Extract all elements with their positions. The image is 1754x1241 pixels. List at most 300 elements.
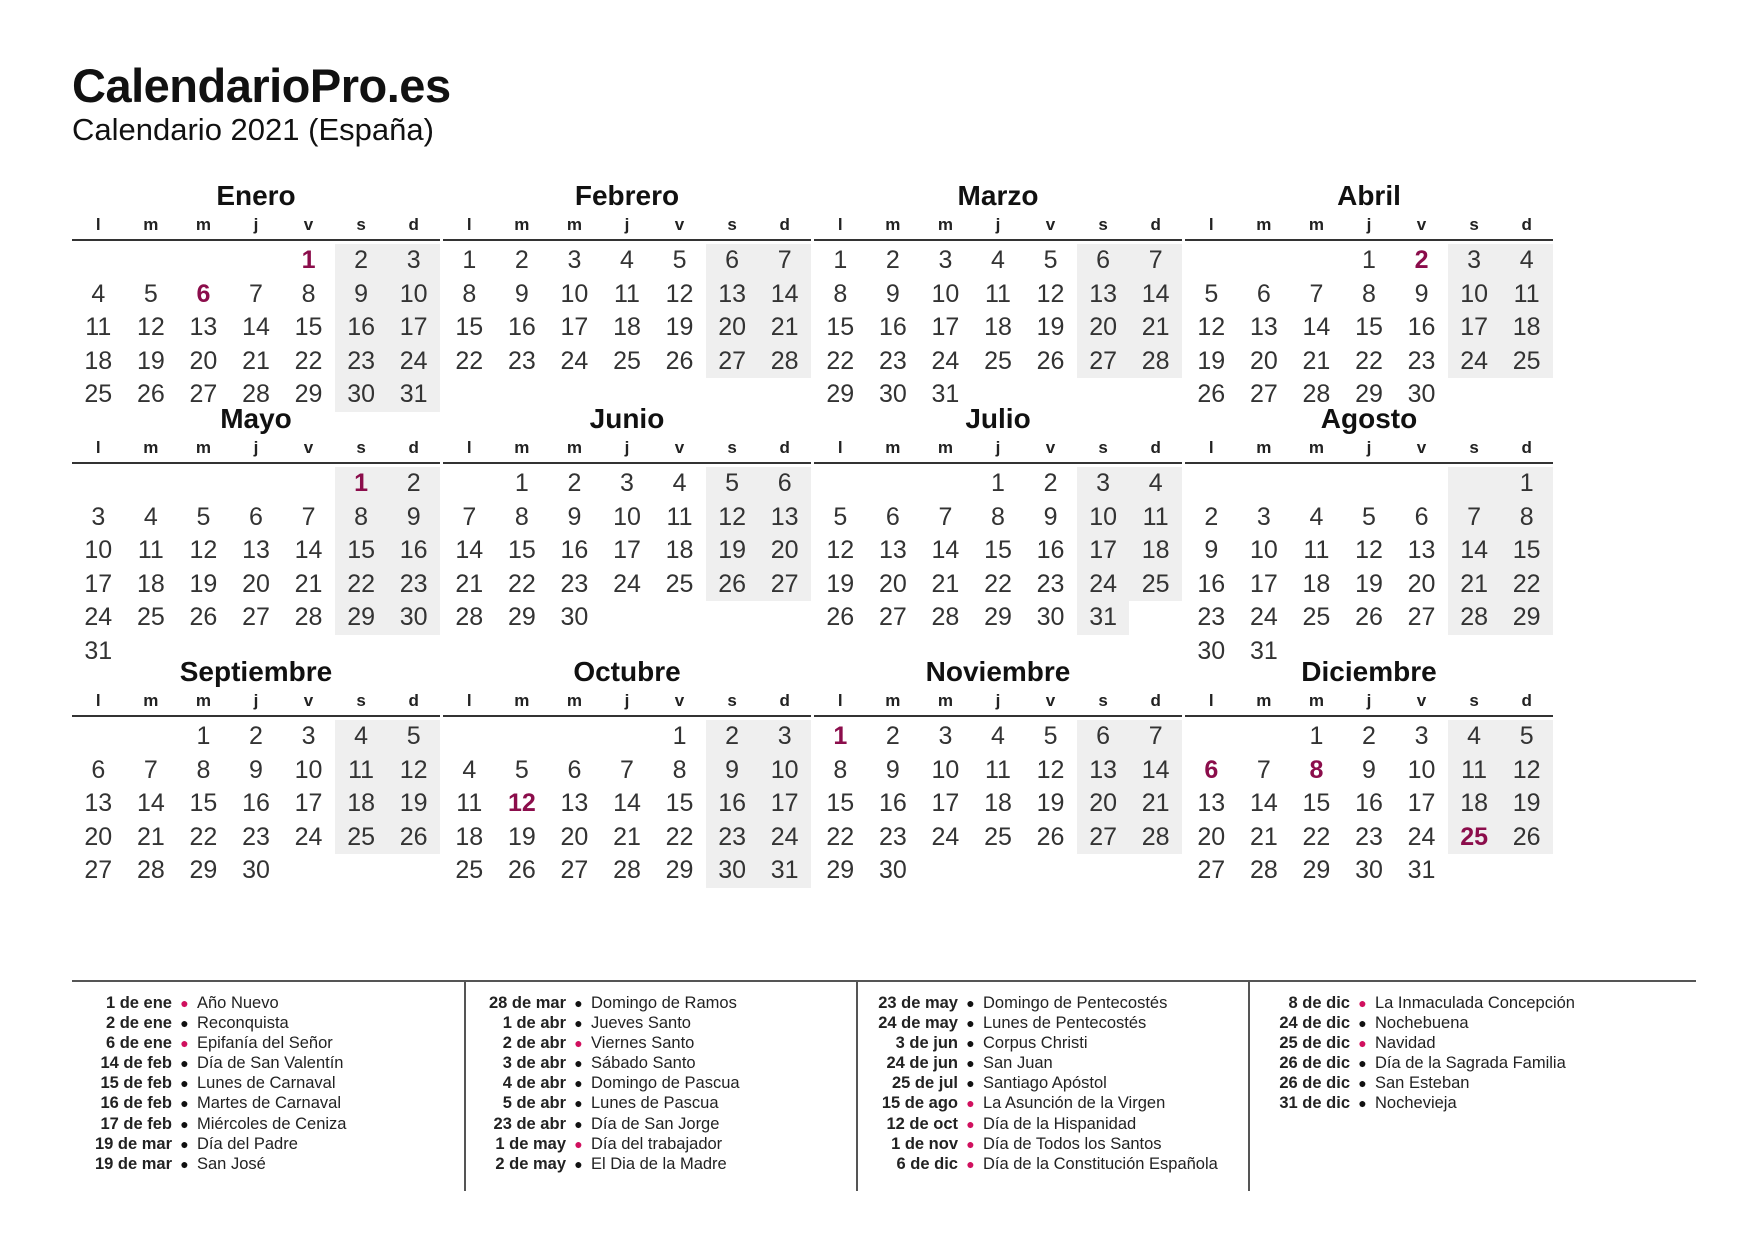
holiday-date: 15 de ago (881, 1094, 958, 1113)
day-cell: 13 (84, 789, 113, 817)
day-cell: 5 (672, 246, 687, 274)
weekday-label: s (1098, 215, 1108, 234)
weekday-label: d (1150, 438, 1161, 457)
day-cell: 11 (666, 502, 693, 531)
day-cell: 21 (1129, 787, 1182, 821)
day-cell: 12 (1036, 755, 1065, 784)
holiday-date: 26 de dic (1279, 1054, 1350, 1073)
holiday-name: Año Nuevo (197, 994, 279, 1012)
weekday-label: j (253, 438, 259, 457)
day-cell: 9 (885, 755, 900, 784)
weekday-label: j (624, 215, 630, 234)
day-cell: 8 (833, 279, 848, 308)
holiday-name: Reconquista (197, 1014, 289, 1033)
day-cell: 23 (706, 821, 759, 855)
day-cell: 13 (1249, 313, 1278, 341)
day-cell: 28 (613, 856, 641, 884)
empty-day-cell (443, 720, 496, 754)
day-cell: 23 (1197, 603, 1226, 631)
weekday-label: s (1098, 438, 1108, 457)
day-cell: 14 (1129, 278, 1182, 312)
weekday-label: v (303, 215, 314, 234)
empty-day-cell (1238, 244, 1291, 278)
day-cell: 29 (294, 380, 323, 408)
day-cell: 7 (620, 755, 634, 784)
day-cell: 12 (1036, 279, 1065, 308)
holiday-row (72, 1013, 464, 1033)
day-cell: 1 (991, 469, 1005, 497)
day-cell: 2 (387, 467, 440, 501)
weekday-label: m (566, 691, 582, 710)
holiday-date: 19 de mar (94, 1154, 172, 1173)
weekday-label: v (1045, 438, 1056, 457)
empty-day-cell (387, 854, 440, 888)
weekday-label: d (408, 215, 419, 234)
day-cell: 9 (706, 754, 759, 788)
holiday-name: Día de la Constitución Española (983, 1154, 1218, 1173)
weekday-label: m (937, 438, 953, 457)
day-cell: 9 (1204, 536, 1219, 564)
day-cell: 20 (1077, 311, 1130, 345)
day-cell: 7 (1129, 244, 1182, 278)
empty-day-cell (919, 467, 972, 501)
day-cell: 20 (560, 822, 589, 851)
site-title: CalendarioPro.es (72, 59, 451, 112)
day-cell: 24 (931, 346, 960, 375)
holiday-row (1250, 1053, 1640, 1073)
day-cell: 30 (387, 601, 440, 635)
day-cell: 26 (1036, 346, 1065, 375)
day-cell: 18 (984, 313, 1012, 341)
day-cell: 30 (1036, 603, 1065, 631)
day-cell: 10 (560, 279, 589, 308)
day-cell: 31 (387, 378, 440, 412)
day-grid (1185, 467, 1553, 668)
day-cell: 25 (984, 346, 1012, 375)
weekday-label: l (466, 215, 472, 234)
day-cell: 7 (462, 502, 477, 531)
weekday-label: d (779, 691, 790, 710)
day-cell: 15 (826, 789, 855, 817)
holiday-name: Sábado Santo (591, 1054, 696, 1073)
day-cell: 19 (189, 569, 218, 598)
bullet-dot-icon: ● (1358, 1095, 1367, 1112)
bullet-dot-icon: ● (180, 1135, 189, 1152)
day-cell: 9 (567, 502, 582, 531)
empty-day-cell (1185, 720, 1238, 754)
empty-day-cell (758, 601, 811, 635)
month-name: Diciembre (1301, 656, 1437, 687)
holiday-date: 28 de mar (488, 994, 566, 1012)
day-cell: 28 (242, 380, 270, 408)
day-cell: 3 (91, 502, 106, 531)
holiday-row (1250, 1013, 1640, 1033)
day-cell: 30 (242, 856, 270, 884)
day-cell: 30 (878, 380, 907, 408)
day-cell: 24 (294, 822, 323, 851)
day-cell: 31 (84, 636, 113, 665)
day-cell: 21 (136, 822, 165, 851)
empty-day-cell (443, 467, 496, 501)
day-cell: 30 (560, 603, 589, 631)
holiday-name: San José (197, 1154, 266, 1173)
day-cell: 18 (84, 346, 113, 375)
day-cell: 5 (1204, 279, 1219, 308)
day-grid (443, 467, 811, 635)
weekday-label: v (1416, 691, 1427, 710)
day-cell: 1 (462, 246, 477, 274)
empty-day-cell (125, 720, 178, 754)
bullet-dot-icon: ● (574, 1095, 583, 1112)
day-cell: 8 (462, 279, 477, 308)
day-cell: 25 (335, 821, 388, 855)
day-cell: 12 (665, 279, 694, 308)
holiday-date: 3 de jun (895, 1034, 958, 1053)
day-cell: 17 (387, 311, 440, 345)
day-cell: 16 (335, 311, 388, 345)
holiday-date: 8 de dic (1288, 994, 1350, 1012)
day-cell: 16 (1355, 789, 1383, 817)
weekday-label: d (408, 438, 419, 457)
day-cell: 19 (706, 534, 759, 568)
day-cell: 13 (1197, 789, 1226, 817)
weekday-header (814, 214, 1182, 241)
holiday-date: 16 de feb (100, 1094, 172, 1113)
day-cell: 22 (189, 822, 218, 851)
weekday-label: j (253, 215, 259, 234)
day-cell: 1 (1309, 722, 1324, 750)
holiday-name: Santiago Apóstol (983, 1074, 1107, 1093)
day-grid (72, 244, 440, 412)
weekday-label: l (1208, 215, 1214, 234)
holiday-day-cell: 6 (196, 279, 211, 308)
day-cell: 16 (706, 787, 759, 821)
day-cell: 22 (507, 569, 536, 598)
day-cell: 23 (1355, 822, 1383, 851)
month-septiembre (72, 654, 440, 888)
empty-day-cell (125, 244, 178, 278)
day-cell: 15 (1355, 313, 1383, 341)
day-cell: 31 (1077, 601, 1130, 635)
bullet-dot-icon: ● (574, 995, 583, 1011)
day-cell: 18 (665, 536, 694, 564)
day-cell: 30 (706, 854, 759, 888)
day-cell: 27 (758, 568, 811, 602)
day-cell: 19 (1355, 569, 1383, 598)
day-cell: 2 (514, 246, 529, 274)
day-cell: 4 (335, 720, 388, 754)
day-cell: 2 (1204, 502, 1219, 531)
day-grid (72, 720, 440, 888)
holiday-row (1250, 1073, 1640, 1093)
day-cell: 5 (196, 502, 211, 531)
day-cell: 17 (758, 787, 811, 821)
day-cell: 4 (1448, 720, 1501, 754)
day-cell: 28 (1249, 856, 1278, 884)
day-grid (443, 244, 811, 378)
day-cell: 2 (706, 720, 759, 754)
month-name: Enero (216, 180, 296, 211)
day-cell: 26 (826, 603, 855, 631)
day-cell: 24 (1077, 568, 1130, 602)
day-cell: 8 (1500, 501, 1553, 535)
bullet-dot-icon: ● (966, 1015, 975, 1032)
day-cell: 22 (826, 822, 855, 851)
holiday-date: 31 de dic (1279, 1094, 1350, 1113)
day-cell: 26 (387, 821, 440, 855)
holiday-row (466, 1073, 856, 1093)
holiday-name: Día de Todos los Santos (983, 1134, 1162, 1153)
empty-day-cell (72, 467, 125, 501)
holiday-date: 12 de oct (886, 1114, 958, 1133)
weekday-label: m (195, 215, 211, 234)
holiday-row (858, 1073, 1248, 1093)
weekday-label: d (779, 215, 790, 234)
day-cell: 23 (242, 822, 270, 851)
day-cell: 17 (294, 789, 323, 817)
weekday-label: v (303, 438, 314, 457)
day-cell: 20 (84, 822, 113, 851)
day-cell: 3 (387, 244, 440, 278)
holiday-day-cell: 1 (833, 722, 848, 750)
day-cell: 25 (1302, 603, 1331, 631)
day-cell: 22 (294, 346, 323, 375)
day-cell: 8 (672, 755, 687, 784)
day-cell: 22 (1302, 822, 1331, 851)
day-cell: 7 (249, 279, 263, 308)
day-cell: 28 (1129, 345, 1182, 379)
day-cell: 14 (931, 536, 960, 564)
day-cell: 18 (1302, 569, 1331, 598)
empty-day-cell (1290, 244, 1343, 278)
day-cell: 25 (1500, 345, 1553, 379)
day-cell: 9 (1414, 279, 1429, 308)
day-cell: 27 (706, 345, 759, 379)
bullet-dot-icon: ● (574, 1135, 583, 1152)
day-cell: 19 (665, 313, 694, 341)
day-cell: 30 (335, 378, 388, 412)
day-cell: 5 (143, 279, 158, 308)
holiday-date: 24 de dic (1279, 1014, 1350, 1033)
weekday-label: m (1308, 215, 1324, 234)
empty-day-cell (1500, 854, 1553, 888)
empty-day-cell (1024, 854, 1077, 888)
weekday-header (72, 437, 440, 464)
day-cell: 18 (335, 787, 388, 821)
holiday-name: Día de la Hispanidad (983, 1114, 1137, 1133)
day-cell: 23 (1036, 569, 1065, 598)
empty-day-cell (125, 467, 178, 501)
holiday-name: El Dia de la Madre (591, 1154, 727, 1173)
weekday-header (72, 690, 440, 717)
holiday-date: 1 de ene (105, 994, 172, 1012)
day-cell: 16 (878, 789, 907, 817)
day-cell: 12 (706, 501, 759, 535)
day-cell: 14 (758, 278, 811, 312)
day-cell: 5 (706, 467, 759, 501)
bullet-dot-icon: ● (180, 1035, 189, 1052)
day-cell: 17 (1407, 789, 1436, 817)
weekday-label: s (1469, 691, 1479, 710)
holiday-name: San Juan (983, 1054, 1053, 1073)
holiday-column (464, 982, 856, 1191)
day-cell: 20 (706, 311, 759, 345)
weekday-label: m (143, 438, 159, 457)
bullet-dot-icon: ● (966, 1055, 975, 1072)
holiday-date: 2 de may (495, 1154, 566, 1173)
day-cell: 26 (1500, 821, 1553, 855)
weekday-label: j (995, 438, 1001, 457)
weekday-label: m (143, 691, 159, 710)
day-cell: 1 (1362, 246, 1376, 274)
day-cell: 9 (387, 501, 440, 535)
day-cell: 20 (758, 534, 811, 568)
day-cell: 12 (387, 754, 440, 788)
day-cell: 22 (826, 346, 855, 375)
empty-day-cell (1129, 854, 1182, 888)
day-cell: 7 (758, 244, 811, 278)
holiday-name: Día del trabajador (591, 1134, 723, 1153)
weekday-label: v (674, 438, 685, 457)
empty-day-cell (972, 854, 1025, 888)
day-cell: 3 (620, 469, 634, 497)
bullet-dot-icon: ● (1358, 1015, 1367, 1032)
day-cell: 18 (1129, 534, 1182, 568)
day-cell: 21 (931, 569, 960, 598)
day-cell: 24 (613, 569, 641, 598)
day-cell: 3 (1448, 244, 1501, 278)
holiday-name: Martes de Carnaval (197, 1094, 341, 1113)
day-cell: 16 (242, 789, 270, 817)
empty-day-cell (601, 601, 654, 635)
holiday-row (466, 1033, 856, 1053)
bullet-dot-icon: ● (966, 1075, 975, 1092)
day-cell: 9 (885, 279, 900, 308)
day-grid (814, 720, 1182, 888)
weekday-label: j (1366, 438, 1372, 457)
weekday-label: v (1416, 438, 1427, 457)
day-cell: 4 (143, 502, 158, 531)
holiday-row (72, 1053, 464, 1073)
weekday-label: m (195, 691, 211, 710)
empty-day-cell (72, 244, 125, 278)
day-cell: 12 (826, 536, 855, 564)
bullet-dot-icon: ● (966, 1155, 975, 1172)
day-cell: 13 (706, 278, 759, 312)
day-cell: 20 (878, 569, 907, 598)
day-cell: 11 (613, 279, 640, 308)
day-cell: 31 (758, 854, 811, 888)
empty-day-cell (1448, 854, 1501, 888)
day-cell: 12 (1355, 536, 1383, 564)
day-cell: 30 (1407, 380, 1436, 408)
weekday-label: m (937, 691, 953, 710)
holiday-date: 19 de mar (94, 1134, 172, 1153)
holiday-date: 17 de feb (100, 1114, 172, 1133)
holiday-row (1250, 1033, 1640, 1053)
day-grid (814, 244, 1182, 412)
holiday-date: 6 de ene (105, 1034, 172, 1053)
day-cell: 7 (1129, 720, 1182, 754)
day-cell: 18 (136, 569, 165, 598)
day-cell: 18 (1500, 311, 1553, 345)
day-cell: 4 (1129, 467, 1182, 501)
empty-day-cell (1343, 467, 1396, 501)
day-cell: 5 (387, 720, 440, 754)
day-cell: 29 (826, 380, 855, 408)
day-cell: 25 (136, 603, 165, 631)
day-cell: 29 (665, 856, 694, 884)
weekday-label: v (674, 215, 685, 234)
month-diciembre (1185, 654, 1553, 888)
day-cell: 18 (984, 789, 1012, 817)
day-cell: 27 (242, 603, 270, 631)
weekday-label: m (1256, 438, 1272, 457)
day-cell: 2 (567, 469, 582, 497)
weekday-label: m (514, 215, 530, 234)
empty-day-cell (1129, 601, 1182, 635)
weekday-label: s (356, 215, 366, 234)
day-cell: 21 (1249, 822, 1278, 851)
day-cell: 23 (878, 346, 907, 375)
day-cell: 23 (507, 346, 536, 375)
day-cell: 26 (665, 346, 694, 375)
holiday-row (858, 1093, 1248, 1113)
empty-day-cell (496, 720, 549, 754)
day-cell: 11 (1448, 754, 1501, 788)
day-cell: 20 (1077, 787, 1130, 821)
weekday-label: l (466, 691, 472, 710)
holiday-name: Día de la Sagrada Familia (1375, 1054, 1566, 1073)
empty-day-cell (653, 601, 706, 635)
day-cell: 2 (1362, 722, 1376, 750)
holiday-name: Día del Padre (197, 1134, 298, 1153)
day-cell: 3 (1077, 467, 1130, 501)
weekday-label: s (356, 691, 366, 710)
holiday-date: 25 de dic (1279, 1034, 1350, 1053)
day-cell: 8 (196, 755, 211, 784)
bullet-dot-icon: ● (966, 995, 975, 1011)
weekday-label: d (1521, 438, 1532, 457)
day-cell: 19 (1500, 787, 1553, 821)
weekday-label: d (1521, 215, 1532, 234)
day-cell: 6 (1077, 244, 1130, 278)
month-name: Julio (965, 403, 1031, 434)
weekday-label: v (674, 691, 685, 710)
holiday-day-cell: 2 (1414, 246, 1429, 274)
holiday-name: Domingo de Pascua (591, 1074, 740, 1093)
day-cell: 29 (826, 856, 855, 884)
holiday-row (858, 1134, 1248, 1154)
day-cell: 24 (84, 603, 113, 631)
weekday-label: m (885, 691, 901, 710)
empty-day-cell (230, 467, 283, 501)
holiday-row (72, 1134, 464, 1154)
weekday-label: s (356, 438, 366, 457)
weekday-label: s (727, 215, 737, 234)
day-cell: 23 (560, 569, 589, 598)
day-cell: 25 (455, 856, 484, 884)
weekday-label: l (466, 438, 472, 457)
day-cell: 27 (1197, 856, 1226, 884)
day-cell: 6 (706, 244, 759, 278)
day-cell: 2 (335, 244, 388, 278)
day-cell: 15 (665, 789, 694, 817)
empty-day-cell (282, 854, 335, 888)
holiday-date: 6 de dic (896, 1154, 958, 1173)
month-name: Marzo (957, 180, 1039, 211)
day-cell: 19 (1036, 313, 1065, 341)
